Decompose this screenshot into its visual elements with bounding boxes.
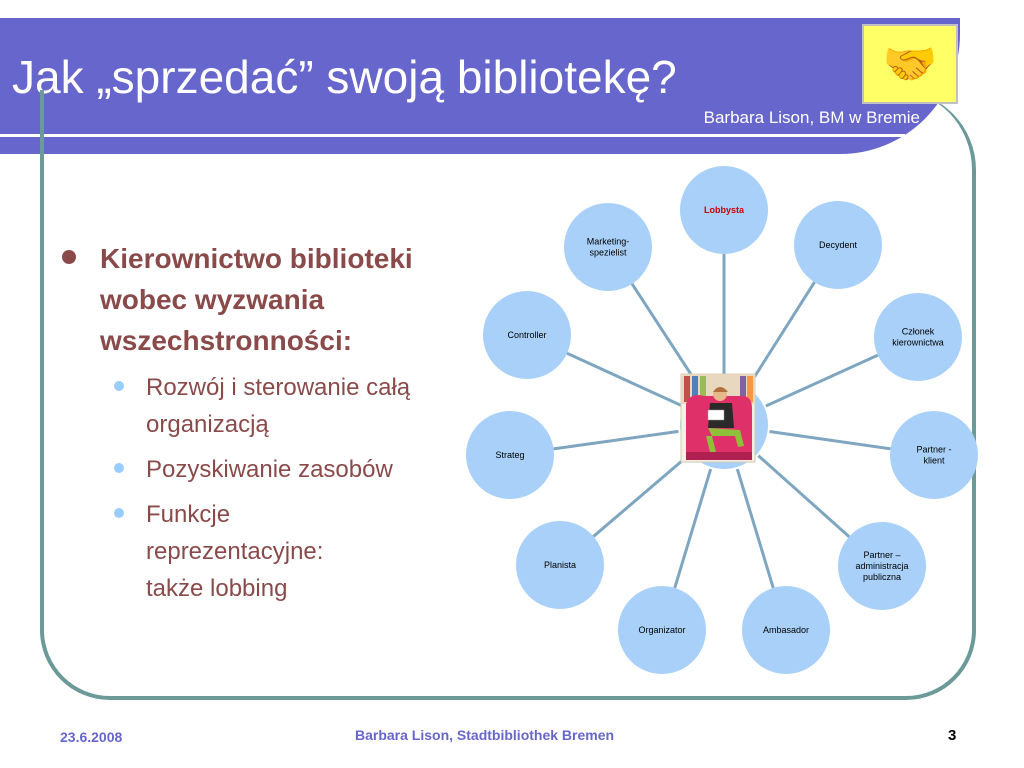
slide-subtitle: Barbara Lison, BM w Bremie (703, 108, 920, 127)
connector-line (593, 455, 689, 537)
slide-title: Jak „sprzedać” swoją bibliotekę? (12, 51, 677, 103)
connector-line (554, 431, 679, 449)
footer-date: 23.6.2008 (60, 729, 123, 745)
connector-line (675, 469, 711, 588)
role-node-label: Controller (507, 330, 547, 340)
role-node (794, 201, 882, 289)
connector-line (770, 432, 891, 449)
role-node (564, 203, 652, 291)
role-node (466, 411, 554, 499)
role-node-label: Ambasador (762, 625, 810, 635)
role-node (890, 411, 978, 499)
role-node (618, 586, 706, 674)
role-node (742, 586, 830, 674)
connector-line (749, 282, 815, 386)
role-node-label: Decydent (818, 240, 858, 250)
footer-author: Barbara Lison, Stadtbibliothek Bremen (355, 727, 615, 743)
role-node-label: Członek kierownictwa (892, 326, 944, 348)
connector-line (567, 353, 682, 406)
role-node (680, 166, 768, 254)
role-node-label: Lobbysta (703, 205, 745, 215)
role-node (874, 293, 962, 381)
role-node (516, 521, 604, 609)
role-node (483, 291, 571, 379)
page-number: 3 (948, 727, 957, 744)
connector-line (766, 355, 878, 406)
role-node-label: Marketing-spezielist (586, 236, 630, 258)
role-node-label: Organizator (638, 625, 686, 635)
sub-bullet-text: Funkcje reprezentacyjne: także lobbing (146, 501, 324, 602)
handshake-icon: 🤝 (862, 24, 958, 104)
role-node (838, 522, 926, 610)
center-node (680, 374, 768, 469)
sub-bullet-text: Pozyskiwanie zasobów (146, 456, 393, 483)
role-node-label: Strateg (495, 450, 525, 460)
connector-line (758, 456, 849, 537)
connector-line (632, 284, 699, 387)
sub-bullet-text: Rozwój i sterowanie całą organizacją (146, 374, 411, 438)
role-node-label: Partner -klient (916, 444, 952, 466)
librarian-reading-photo (681, 374, 755, 462)
role-node-label: Planista (543, 560, 577, 570)
main-bullet-text: Kierownictwo biblioteki wobec wyzwania wszechstronności: (100, 243, 413, 356)
role-node-label: Partner – administracja publiczna (855, 550, 909, 582)
connector-line (737, 469, 773, 588)
